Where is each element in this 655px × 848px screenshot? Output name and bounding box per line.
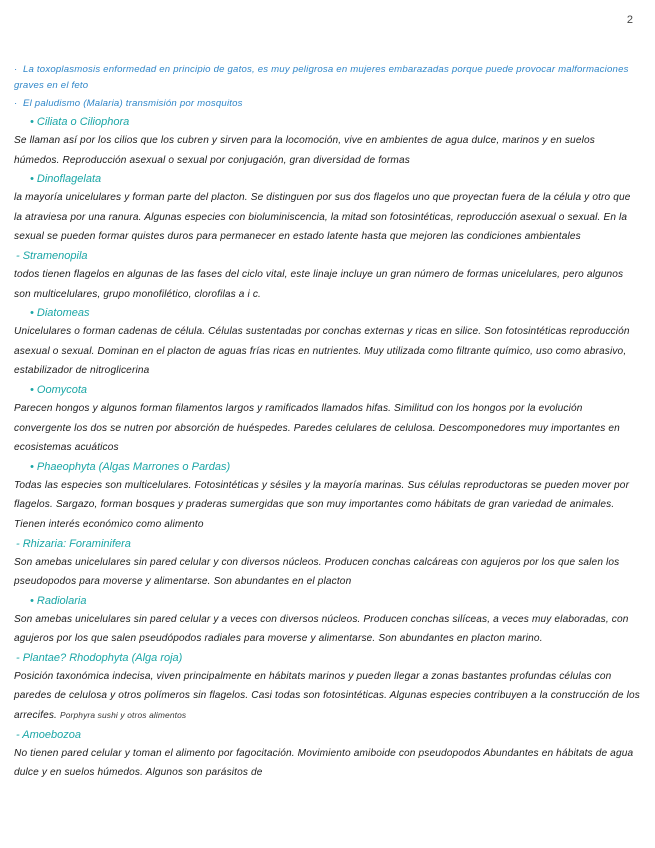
section-heading: - Rhizaria: Foraminifera xyxy=(16,537,131,550)
section-heading: • Radiolaria xyxy=(30,594,87,607)
side-note: Porphyra sushi y otros alimentos xyxy=(59,710,187,721)
section-paragraph: la mayoría unicelulares y forman parte del placton. Se distinguen por sus dos flagelos uno que proyectan fuera de la célula y otro que la atraviesa por una ranura. Algunas especies con bioluminiscencia, la mitad son fotosintéticas, reproducción asexual o sexual. En la sexual se pueden formar quistes duros para permanecer en estado latente hasta que mejoren las condiciones ambientales xyxy=(14,192,631,243)
notes-content xyxy=(14,62,640,784)
paragraph-text: Posición taxonómica indecisa, viven principalmente en hábitats marinos y pueden llegar a zonas bastantes profundas células con paredes de celulosa y otros polímeros sin flagelos. Casi todas son fotosintéticas. Algunas especies contribuyen a la construcción de los arrecifes. xyxy=(14,670,640,722)
blue-note xyxy=(14,96,640,112)
section-heading: - Plantae? Rhodophyta (Alga roja) xyxy=(16,651,183,664)
section-heading: • Dinoflagelata xyxy=(30,173,102,186)
bullet-icon: · xyxy=(14,64,18,75)
section-paragraph: Son amebas unicelulares sin pared celular y a veces con diversos núcleos. Producen conchas silíceas, a veces muy elaboradas, con agujeros por los que salen pseudópodos radiales para moverse y alimentarse. Son abundantes en placton marino. xyxy=(14,613,629,645)
section-paragraph: Parecen hongos y algunos forman filamentos largos y ramificados llamados hifas. Similitud con los hongos por la evolución convergente los dos se nutren por absorción de huéspedes. Paredes celulares de celulosa. Descomponedores muy importantes en ecosistemas acuáticos xyxy=(14,402,620,454)
section-paragraph: Unicelulares o forman cadenas de célula. Células sustentadas por conchas externas y ricas en silice. Son fotosintéticas reproducción asexual o sexual. Dominan en el placton de aguas frías ricas en nutrientes. Muy utilizada como filtrante químico, uso como abrasivo, estabilizador de nitroglicerina xyxy=(14,326,630,377)
section-heading: - Amoebozoa xyxy=(16,728,82,741)
section-heading: • Diatomeas xyxy=(30,307,90,320)
section-heading: - Stramenopila xyxy=(16,249,88,262)
section-heading: • Ciliata o Ciliophora xyxy=(30,116,130,128)
blue-note xyxy=(14,62,640,94)
section-paragraph xyxy=(14,667,640,726)
section-heading: • Oomycota xyxy=(30,383,88,396)
section-paragraph: Se llaman así por los cilios que los cubren y sirven para la locomoción, vive en ambientes de agua dulce, marinos y en suelos húmedos. Reproducción asexual o sexual por conjugación, gran diversidad de formas xyxy=(14,135,595,166)
section-heading: • Phaeophyta (Algas Marrones o Pardas) xyxy=(30,460,231,473)
note-text: El paludismo (Malaria) transmisión por mosquitos xyxy=(23,98,243,109)
bullet-icon: · xyxy=(14,98,18,109)
section-paragraph: Todas las especies son multicelulares. Fotosintéticas y sésiles y la mayoría marinas. Sus células reproductoras se pueden mover por flagelos. Sargazo, forman bosques y praderas sumergidas que son muy importantes como hábitats de gran variedad de animales. Tienen interés económico como alimento xyxy=(14,479,630,530)
section-paragraph: todos tienen flagelos en algunas de las fases del ciclo vital, este linaje incluye un gran número de formas unicelulares, pero algunos son multicelulares, grupo monofilético, clorofilas a i c. xyxy=(14,268,624,300)
section-paragraph: No tienen pared celular y toman el alimento por fagocitación. Movimiento amiboide con pseudopodos Abundantes en hábitats de agua dulce y en suelos húmedos. Algunos son parásitos de xyxy=(14,747,634,779)
page-number: 2 xyxy=(626,14,633,26)
note-text: La toxoplasmosis enformedad en principio de gatos, es muy peligrosa en mujeres embarazadas porque puede provocar malformaciones graves en el feto xyxy=(14,64,629,91)
section-paragraph: Son amebas unicelulares sin pared celular y con diversos núcleos. Producen conchas calcáreas con agujeros por los que salen los pseudopodos para moverse y alimentarse. Son abundantes en el placton xyxy=(14,556,620,588)
